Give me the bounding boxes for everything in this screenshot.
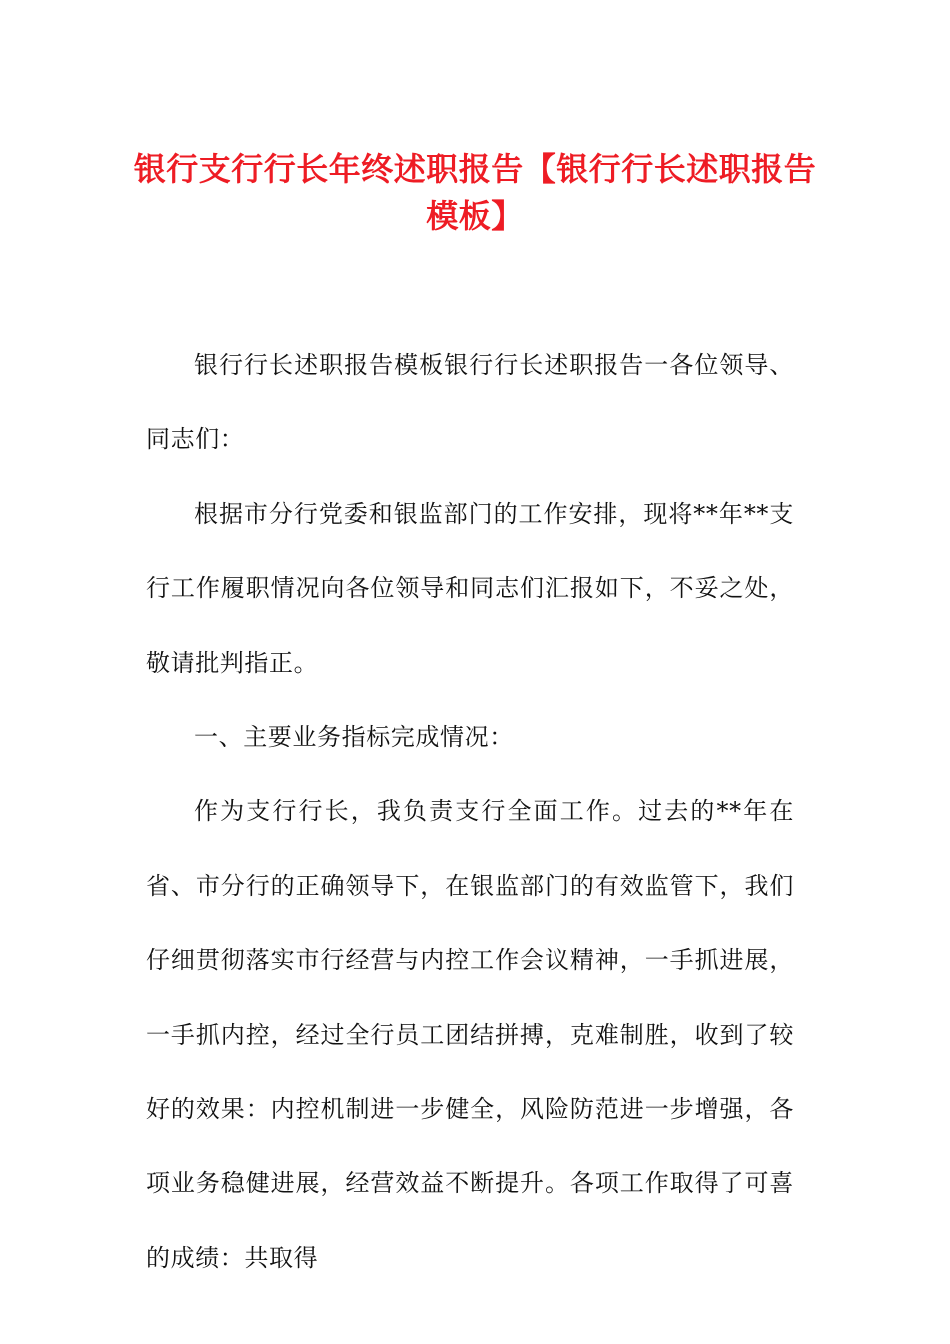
paragraph-greeting: 银行行长述职报告模板银行行长述职报告一各位领导、同志们： [146,351,794,454]
document-title: 银行支行行长年终述职报告【银行行长述职报告模板】 [133,150,817,235]
paragraph-intro: 根据市分行党委和银监部门的工作安排，现将**年**支行工作履职情况向各位领导和同志们汇报如下，不妥之处，敬请批判指正。 [146,499,794,677]
paragraph-summary: 作为支行行长，我负责支行全面工作。过去的**年在省、市分行的正确领导下，在银监部门的有效监管下，我们仔细贯彻落实市行经营与内控工作会议精神，一手抓进展，一手抓内控，经过全行员工团结拼搏，克难制胜，收到了较好的效果：内控机制进一步健全，风险防范进一步增强，各项业务稳健进展，经营效益不断提升。各项工作取得了可喜的成绩：共取得 [146,797,794,1272]
section-heading-1: 一、主要业务指标完成情况： [194,723,514,752]
document-body [146,328,794,1295]
